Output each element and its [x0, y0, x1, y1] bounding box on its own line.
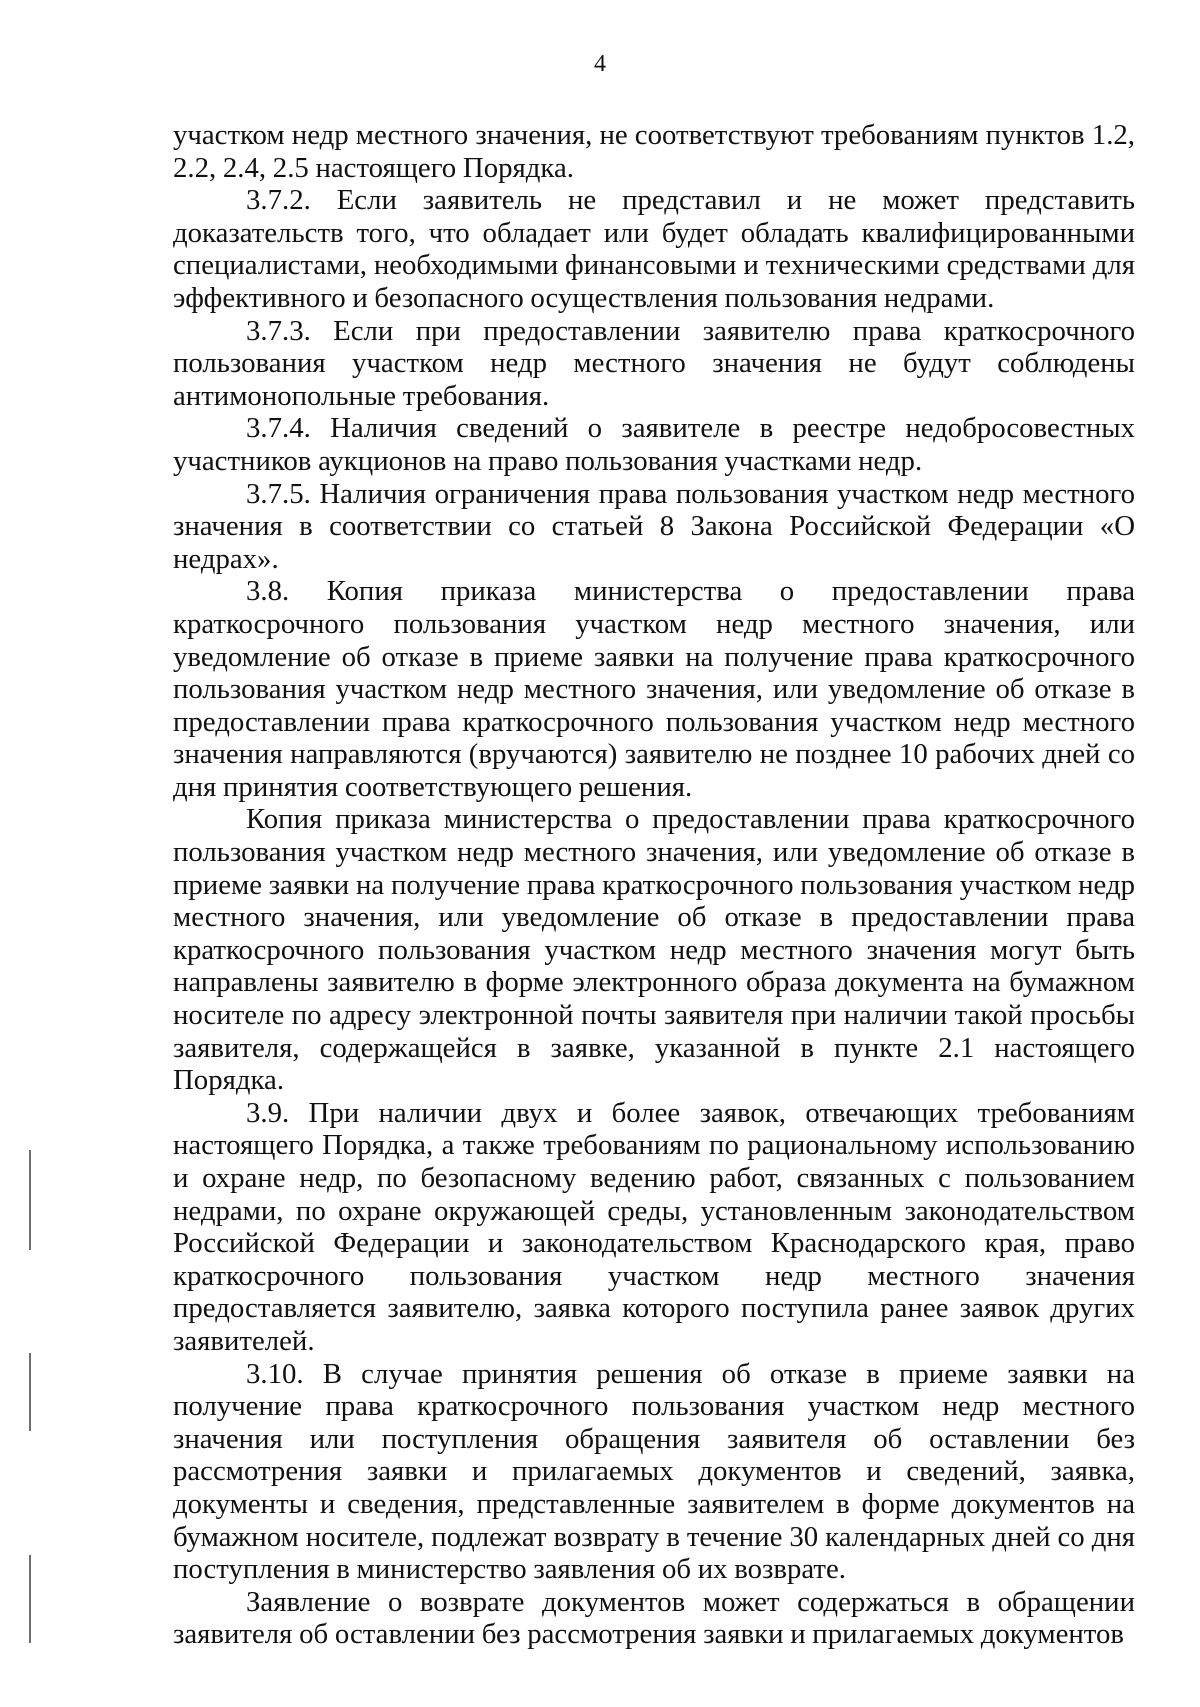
paragraph-continuation: участком недр местного значения, не соответствуют требованиям пунктов 1.2, 2.2, 2.4, 2.5 настоящего Порядка. [173, 119, 1135, 184]
document-body [173, 119, 1135, 1651]
paragraph-3-8-electronic-copy: Копия приказа министерства о предоставлении права краткосрочного пользования участком недр местного значения, или уведомление об отказе в приеме заявки на получение права краткосрочного пользования участком недр местного значения, или уведомление об отказе в предоставлении права краткосрочного пользования участком недр местного значения могут быть направлены заявителю в форме электронного образа документа на бумажном носителе по адресу электронной почты заявителя при наличии такой просьбы заявителя, содержащейся в заявке, указанной в пункте 2.1 настоящего Порядка. [173, 803, 1135, 1097]
paragraph-return-request: Заявление о возврате документов может содержаться в обращении заявителя об оставлении без рассмотрения заявки и прилагаемых документов [173, 1585, 1135, 1651]
scan-edge-mark [29, 1353, 31, 1431]
paragraph-3-8: 3.8. Копия приказа министерства о предоставлении права краткосрочного пользования участком недр местного значения, или уведомление об отказе в приеме заявки на получение права краткосрочного пользования участком недр местного значения, или уведомление об отказе в предоставлении права краткосрочного пользования участком недр местного значения направляются (вручаются) заявителю не позднее 10 рабочих дней со дня принятия соответствующего решения. [173, 575, 1135, 803]
scan-edge-mark [29, 1555, 31, 1643]
paragraph-3-10: 3.10. В случае принятия решения об отказе в приеме заявки на получение права краткосрочного пользования участком недр местного значения или поступления обращения заявителя об оставлении без рассмотрения заявки и прилагаемых документов и сведений, заявка, документы и сведения, представленные заявителем в форме документов на бумажном носителе, подлежат возврату в течение 30 календарных дней со дня поступления в министерство заявления об их возврате. [173, 1357, 1135, 1586]
paragraph-3-9: 3.9. При наличии двух и более заявок, отвечающих требованиям настоящего Порядка, а также требованиям по рациональному использованию и охране недр, по безопасному ведению работ, связанных с пользованием недрами, по охране окружающей среды, установленным законодательством Российской Федерации и законодательством Краснодарского края, право краткосрочного пользования участком недр местного значения предоставляется заявителю, заявка которого поступила ранее заявок других заявителей. [173, 1096, 1135, 1357]
scan-edge-mark [29, 1150, 31, 1250]
paragraph-3-7-3: 3.7.3. Если при предоставлении заявителю права краткосрочного пользования участком недр местного значения не будут соблюдены антимонопольные требования. [173, 314, 1135, 412]
paragraph-3-7-4: 3.7.4. Наличия сведений о заявителе в реестре недобросовестных участников аукционов на право пользования участками недр. [173, 412, 1135, 477]
paragraph-3-7-5: 3.7.5. Наличия ограничения права пользования участком недр местного значения в соответствии со статьей 8 Закона Российской Федерации «О недрах». [173, 477, 1135, 575]
paragraph-3-7-2: 3.7.2. Если заявитель не представил и не может представить доказательств того, что обладает или будет обладать квалифицированными специалистами, необходимыми финансовыми и техническими средствами для эффективного и безопасного осуществления пользования недрами. [173, 184, 1135, 314]
page-number: 4 [594, 51, 606, 77]
